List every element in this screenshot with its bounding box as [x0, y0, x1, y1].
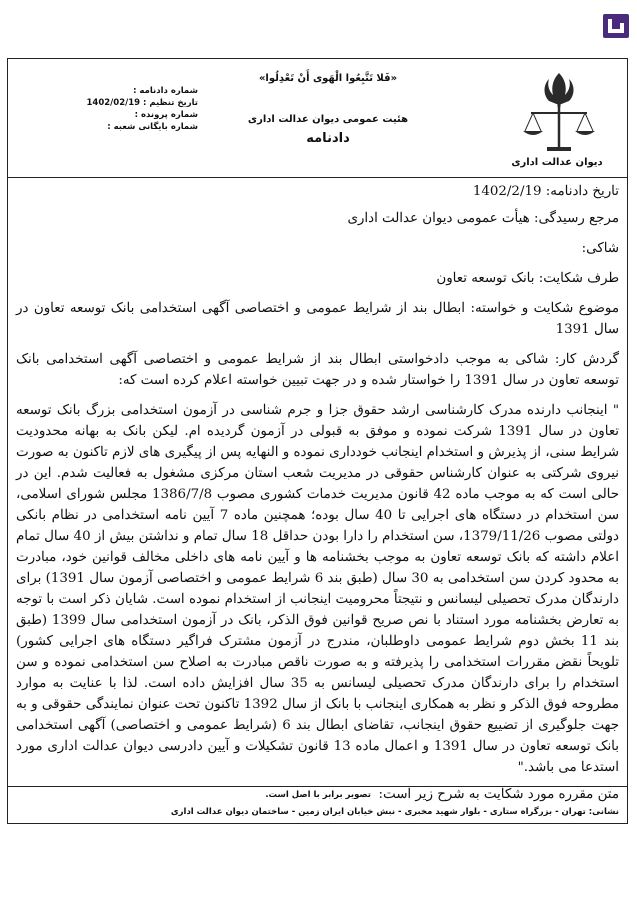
file-number-label: شماره پرونده : [134, 110, 198, 120]
case-number-label: شماره دادنامه : [133, 86, 198, 96]
iran-emblem-scales-icon [519, 67, 599, 157]
publisher-logo-icon [603, 14, 629, 38]
org-name: دیوان عدالت اداری [511, 157, 603, 168]
quranic-verse: «فَلا تَتَّبِعُوا الْهَوى أَنْ تَعْدِلُوا» [258, 73, 398, 84]
document-frame [7, 58, 628, 824]
board-name: هئیت عمومی دیوان عدالت اداری [247, 114, 409, 125]
address-line: نشانی: تهران - بزرگراه ستاری - بلوار شهید مخبری - نبش خیابان ایران زمین - ساختمان دیوان عدالت اداری [170, 807, 619, 817]
complaint-text: " اینجانب دارنده مدرک کارشناسی ارشد حقوق جزا و جرم شناسی در آزمون استخدامی بزرگ بانک توسعه تعاون در سال 1391 شرکت نموده و موفق به قبولی در آزمون گردیده ام. لیکن بانک به بهانه محدودیت شرایط سنی، از پذیرش و استخدام اینجانب خودداری نموده و النهایه پس از پیگیری های لازم تاکنون به صورت نیروی شرکتی به عنوان کارشناس حقوقی در مدیریت شعب استان مرکزی مشغول به فعالیت شدم. این در حالی است که به موجب ماده 42 قانون مدیریت خدمات کشوری مصوب 1386/7/8 مجلس شورای اسلامی، سن استخدام در دستگاه های اجرایی تا 40 سال بوده؛ همچنین ماده 7 آیین نامه استخدامی در نظام بانکی دولتی مصوب 1379/11/26، سن استخدام را دارا بودن حداقل 18 سال تمام و نداشتن بیش از 40 سال تمام اعلام داشته که بانک توسعه تعاون به موجب بخشنامه ها و آیین نامه های داخلی مخالف قوانین خود، مبادرت به محدود کردن سن استخدامی به 30 سال (طبق بند 6 شرایط عمومی و اختصاصی آزمون سال 1391) برای دارندگان مدرک تحصیلی لیسانس و نتیجتاً محرومیت اینجانب از استخدام نموده است. شایان ذکر است با توجه به تعارض بخشنامه مورد استناد با نص صریح قوانین فوق الذکر، بانک در آزمون استخدامی سال 1399 (طبق بند 11 بخش دوم شرایط عمومی داوطلبان، مندرج در آزمون مشترک فراگیر دستگاه های اجرایی کشور) تلویحاً نقض مقررات استخدامی را پذیرفته و به صورت ناقص مبادرت به اصلاح سن استخدامی نموده و سن استخدام را برای دارندگان مدرک تحصیلی لیسانس به 35 سال افزایش داده است. لذا با عنایت به موارد مطروحه فوق الذکر و نظر به همکاری اینجانب با بانک از سال 1392 تاکنون تحت عنوان نمایندگی حقوقی و به جهت جلوگیری از تضییع حقوق اینجانب، تقاضای ابطال بند 6 (شرایط عمومی و اختصاصی) آگهی استخدامی بانک توسعه تعاون در سال 1391 و اعمال ماده 13 قانون تشکیلات و آیین دادرسی دیوان عدالت اداری مورد استدعا می باشد." [16, 403, 620, 775]
issue-date-label: تاریخ تنظیم : 1402/02/19 [86, 98, 198, 108]
document-header [8, 59, 627, 178]
document-body [16, 181, 619, 805]
certification-note: تصویر برابر با اصل است. [265, 790, 371, 800]
complaint-subject: موضوع شکایت و خواسته: ابطال بند از شرایط عمومی و اختصاصی آگهی استخدامی بانک توسعه تعاون در سال 1391 [16, 301, 619, 337]
document-meta [58, 85, 198, 133]
complainant: شاکی: [581, 241, 619, 256]
case-course: گردش کار: شاکی به موجب دادخواستی ابطال بند از شرایط عمومی و اختصاصی آگهی استخدامی بانک توسعه تعاون در سال 1391 را خواستار شده و در جهت تبیین خواسته اعلام کرده است که: [16, 352, 619, 388]
respondent: طرف شکایت: بانک توسعه تعاون [436, 271, 619, 286]
header-center [228, 73, 428, 146]
verdict-date: تاریخ دادنامه: 1402/2/19 [472, 184, 619, 199]
document-title: دادنامه [306, 131, 350, 146]
closing-line: متن مقرره مورد شکایت به شرح زیر است: [378, 787, 619, 802]
archive-number-label: شماره بایگانی شعبه : [107, 122, 198, 132]
reviewing-authority: مرجع رسیدگی: هیأت عمومی دیوان عدالت اداری [347, 211, 619, 226]
document-footer [8, 786, 627, 823]
